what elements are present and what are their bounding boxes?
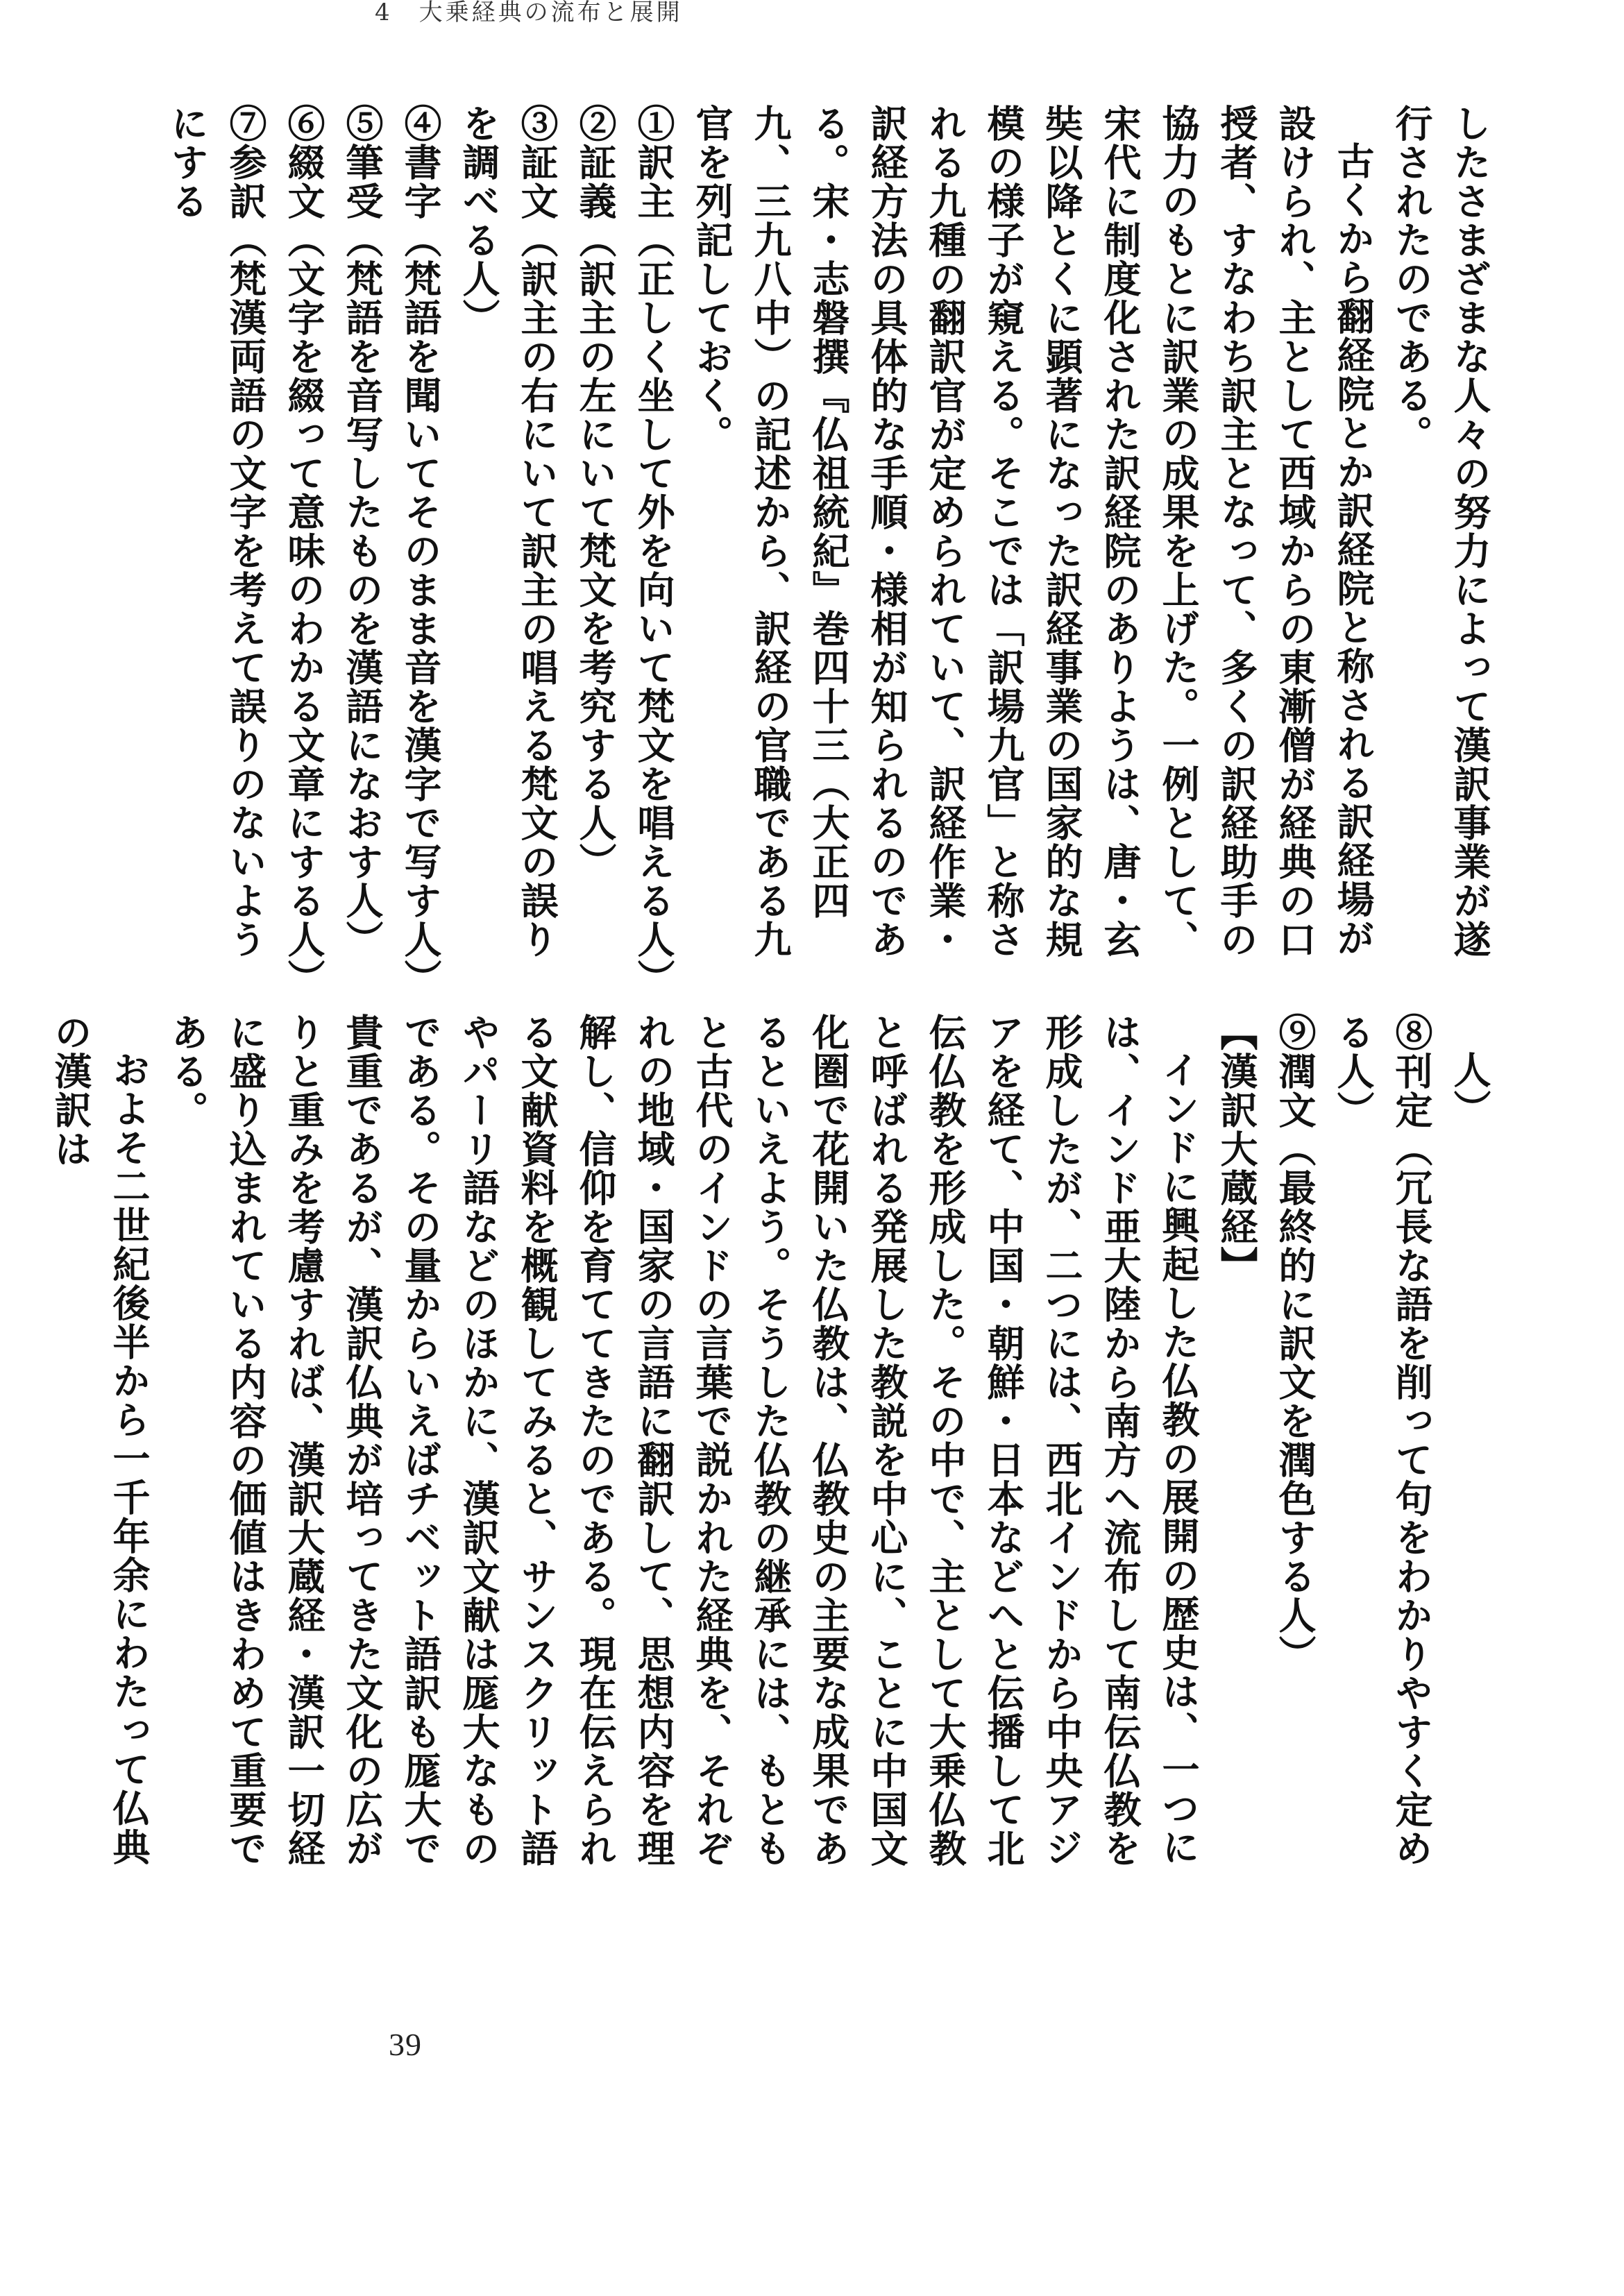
list-item-yakushu: ①訳主（正しく坐して外を向いて梵文を唱える人） xyxy=(632,104,676,998)
list-item-shogi: ②証義（訳主の左にいて梵文を考究する人） xyxy=(573,104,618,881)
list-item-hitsuju: ⑤筆受（梵語を音写したものを漢語になおす人） xyxy=(340,104,384,959)
section-heading: 【漢訳大蔵経】 xyxy=(1215,1013,1259,1285)
list-item-sanyaku-continuation: 人） xyxy=(1448,1051,1492,1128)
upper-text-block xyxy=(165,104,1499,998)
list-item-teimon: ⑥綴文（文字を綴って意味のわかる文章にする人） xyxy=(282,104,326,998)
paragraph-continuation: したさまざまな人々の努力によって漢訳事業が遂行されたのである。 xyxy=(1389,104,1492,959)
lower-text-block xyxy=(49,1013,1499,1887)
page-number: 39 xyxy=(389,2027,422,2062)
list-item-kanjo: ⑧刊定（冗長な語を削って句をわかりやすく定める人） xyxy=(1331,1013,1434,1868)
running-head: 4 大乗経典の流布と展開 xyxy=(375,0,683,25)
paragraph-translation-bureau: 古くから翻経院とか訳経院と称される訳経場が設けられ、主として西域からの東漸僧が経典の口授者、すなわち訳主となって、多くの訳経助手の協力のもとに訳業の成果を上げた。一例として、宋代に制度化された訳経院のありようは、唐・玄奘以降とくに顕著になった訳経事業の国家的な規模の様子が窺える。そこでは「訳場九官」と称される九種の翻訳官が定められていて、訳経作業・訳経方法の具体的な手順・様相が知られるのである。宋・志磐撰『仏祖統紀』巻四十三（大正四九、三九八中）の記述から、訳経の官職である九官を列記しておく。 xyxy=(690,104,1376,959)
list-item-shoji: ④書字（梵語を聞いてそのまま音を漢字で写す人） xyxy=(398,104,443,998)
list-item-junmon: ⑨潤文（最終的に訳文を潤色する人） xyxy=(1273,1013,1317,1674)
paragraph-chinese-canon: インドに興起した仏教の展開の歴史は、一つには、インド亜大陸から南方へ流布して南伝仏教を形成したが、二つには、西北インドから中央アジアを経て、中国・朝鮮・日本などへと伝播して北伝仏教を形成した。その中で、主として大乗仏教と呼ばれる発展した教説を中心に、ことに中国文化圏で花開いた仏教は、仏教史の主要な成果であるといえよう。そうした仏教の継承には、もともと古代のインドの言葉で説かれた経典を、それぞれの地域・国家の言語に翻訳して、思想内容を理解し、信仰を育ててきたのである。現在伝えられる文献資料を概観してみると、サンスクリット語やパーリ語などのほかに、漢訳文献は厖大なものである。その量からいえばチベット語訳も厖大で貴重であるが、漢訳仏典が培ってきた文化の広がりと重みを考慮すれば、漢訳大蔵経・漢訳一切経に盛り込まれている内容の価値はきわめて重要である。 xyxy=(165,1013,1201,1868)
list-item-sanyaku: ⑦参訳（梵漢両語の文字を考えて誤りのないようにする xyxy=(165,104,268,959)
paragraph-second-century: およそ二世紀後半から一千年余にわたって仏典の漢訳は xyxy=(49,1013,151,1866)
list-item-shomon: ③証文（訳主の右にいて訳主の唱える梵文の誤りを調べる人） xyxy=(457,104,559,959)
